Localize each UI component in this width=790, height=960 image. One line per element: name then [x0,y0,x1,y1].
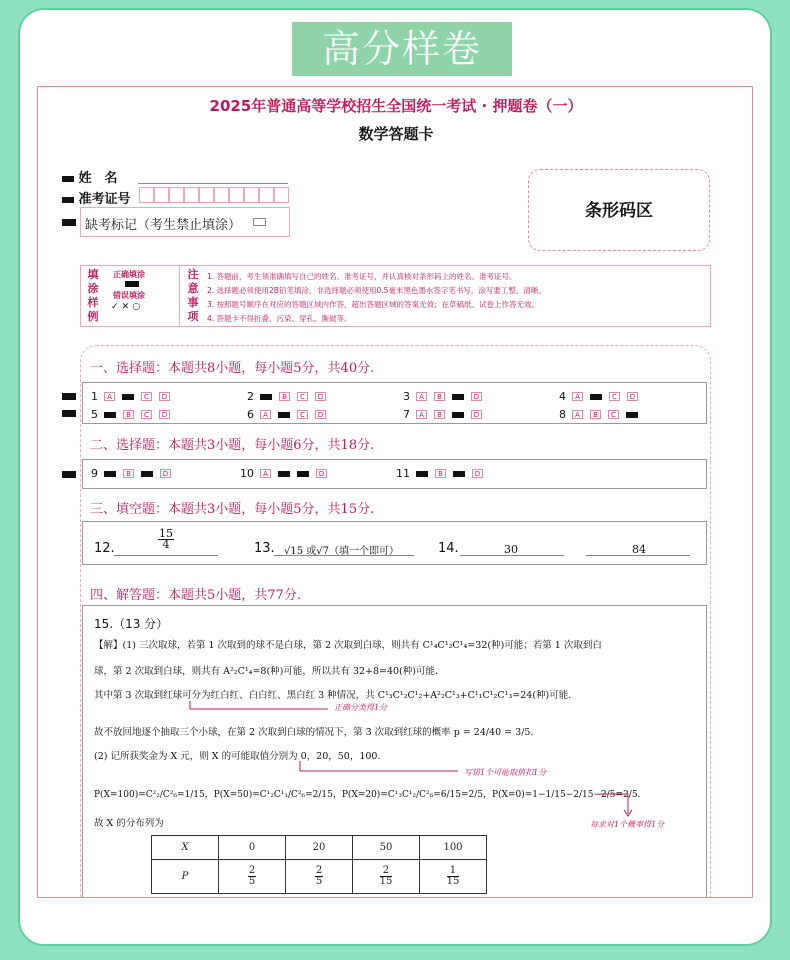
option-d[interactable]: D [471,410,482,419]
option-a[interactable]: A [260,410,271,419]
option-d[interactable]: D [627,392,638,401]
option-c[interactable]: C [608,410,619,419]
option-d[interactable]: D [160,469,171,478]
option-b[interactable]: B [435,469,446,478]
section-2-title: 二、选择题：本题共3小题，每小题6分，共18分. [90,438,375,453]
option-c[interactable]: C [609,392,620,401]
name-line [138,183,288,184]
option-c[interactable]: C [297,410,308,419]
option-b-filled[interactable] [278,412,290,418]
option-b[interactable]: B [434,410,445,419]
q13-label: 13. [254,541,275,556]
option-c[interactable]: C [297,392,308,401]
exam-title: 2025年普通高等学校招生全国统一考试 · 押题卷（一） [209,97,583,115]
table-cell: 0 [219,836,286,860]
table-cell: X [152,836,219,860]
question-number: 10 [240,467,254,480]
fill-example-box [80,265,711,327]
q14-answer-a: 30 [504,543,518,556]
question-number: 2 [247,390,254,403]
choice-question-7 [394,408,489,421]
absent-label: 缺考标记（考生禁止填涂） [85,218,242,233]
table-cell: $\frac{2}{5}$ [286,860,353,894]
timing-mark [62,393,76,400]
option-c-filled[interactable] [297,471,309,477]
option-a[interactable]: A [572,410,583,419]
section-4-title: 四、解答题：本题共5小题，共77分. [90,588,301,603]
answer-sheet [37,86,753,898]
q14-line-b [586,555,690,556]
option-a[interactable]: A [416,392,427,401]
option-c[interactable]: C [141,410,152,419]
id-cells[interactable] [139,187,289,203]
q13-answer: √15 或√7（填一个即可） [284,546,400,557]
name-field[interactable]: 姓 名 [62,167,118,186]
q15-line-2: 球，第 2 次取到白球，则共有 A²₂C¹₄=8(种)可能，所以共有 32+8=40(种)可能. [94,666,438,677]
option-d[interactable]: D [472,469,483,478]
option-a-filled[interactable] [104,471,116,477]
q13-line [274,555,414,556]
question-number: 5 [91,408,98,421]
annotation-1: 正确分类得1分 [334,703,388,712]
annotation-arrow-3 [598,792,658,822]
option-d[interactable]: D [159,392,170,401]
choice-question-2 [238,390,333,403]
option-d[interactable]: D [316,469,327,478]
option-c[interactable]: C [141,392,152,401]
fill-example-title: 填 涂 样 例 [87,268,99,323]
sheet-subtitle: 数学答题卡 [358,125,434,143]
question-number: 8 [559,408,566,421]
wrong-fill-label: 错误填涂 [113,291,145,300]
option-d[interactable]: D [315,410,326,419]
q15-line-3: 其中第 3 次取到红球可分为红白红、白白红、黑白红 3 种情况，共 C¹₃C¹₂C¹₂+A²₂C¹₃+C¹₁C¹₂C¹₃=24(种)可能. [94,690,572,701]
choice-question-5 [82,408,177,421]
q15-header: 15.（13 分） [94,617,169,631]
option-a[interactable]: A [104,392,115,401]
option-b-filled[interactable] [590,394,602,400]
q15-line-4: 故不放回地逐个抽取三个小球，在第 2 次取到白球的情况下，第 3 次取到红球的概率 p = 24/40 = 3/5. [94,727,534,738]
choice-question-8 [550,408,645,421]
question-number: 3 [403,390,410,403]
q15-line-6: P(X=100)=C²₂/C²₆=1/15，P(X=50)=C¹₂C¹₁/C²₆=2/15，P(X=20)=C¹₃C¹₂/C²₆=6/15=2/5，P(X=0)=1−1/15−2/15−2/5=2/5. [94,790,641,800]
q12-line [114,555,218,556]
timing-mark [62,219,76,226]
option-d-filled[interactable] [626,412,638,418]
annotation-3: 每求对1个概率得1分 [590,820,665,829]
option-b[interactable]: B [123,410,134,419]
choice-question-3 [394,390,489,403]
option-b[interactable]: B [123,469,134,478]
banner: 高分样卷 [292,22,512,76]
q12-answer: $\frac{15}{4}$ [159,527,173,551]
table-cell: $\frac{1}{15}$ [420,860,487,894]
option-d[interactable]: D [315,392,326,401]
option-a[interactable]: A [572,392,583,401]
table-cell: P [152,860,219,894]
q15-line-5: (2) 记所获奖金为 X 元，则 X 的可能取值分别为 0，20，50，100. [94,751,381,762]
option-b[interactable]: B [590,410,601,419]
question-number: 6 [247,408,254,421]
option-a[interactable]: A [260,469,271,478]
option-b-filled[interactable] [122,394,134,400]
q14-label: 14. [438,541,459,556]
option-d[interactable]: D [471,392,482,401]
section-1-title: 一、选择题：本题共8小题，每小题5分，共40分. [90,361,375,376]
distribution-table [151,835,487,894]
option-c-filled[interactable] [141,471,153,477]
q12-label: 12. [94,541,115,556]
choice-question-10 [238,467,334,480]
table-cell: $\frac{2}{15}$ [353,860,420,894]
timing-mark [62,471,76,478]
option-b[interactable]: B [434,392,445,401]
option-d[interactable]: D [159,410,170,419]
table-cell: 20 [286,836,353,860]
q14-answer-b: 84 [632,543,646,556]
absent-checkbox[interactable] [253,218,266,226]
option-c-filled[interactable] [452,394,464,400]
question-number: 7 [403,408,410,421]
barcode-area: 条形码区 [528,169,710,251]
option-a-filled[interactable] [104,412,116,418]
option-b[interactable]: B [279,392,290,401]
id-label: 准考证号 [62,188,131,207]
q15-line-7: 故 X 的分布列为 [94,818,164,829]
q14-line-a [460,555,564,556]
question-number: 1 [91,390,98,403]
table-cell: 50 [353,836,420,860]
choice-question-9 [82,467,178,480]
question-number: 9 [91,467,98,480]
option-c-filled[interactable] [452,412,464,418]
choice-question-11 [394,467,490,480]
notice-title: 注 意 事 项 [187,268,199,323]
choice-question-1 [82,390,177,403]
notice-list: 1. 答题前，考生须准确填写自己的姓名、准考证号，并认真核对条形码上的姓名、准考证号。 2. 选择题必须使用2B铅笔填涂，非选择题必须使用0.5毫米黑色墨水签字笔书写，涂写要工整、清晰。 3. 按照题号顺序在对应的答题区域内作答，超出答题区域的答案无效；在草稿纸、试卷上作答无效。 4. 答题卡不得折叠、污染、穿孔、撕破等。 [207,272,546,323]
correct-fill-sample [125,281,139,287]
option-a[interactable]: A [416,410,427,419]
section-3-title: 三、填空题：本题共3小题，每小题5分，共15分. [90,502,375,517]
option-b-filled[interactable] [278,471,290,477]
correct-fill-label: 正确填涂 [113,270,145,279]
wrong-fill-samples: ✓ ✕ ○ [111,302,141,312]
choice-question-6 [238,408,333,421]
absent-box [80,207,290,237]
q15-line-1: 【解】(1) 三次取球，若第 1 次取到的球不是白球，第 2 次取到白球，则共有 C¹₄C¹₂C¹₄=32(种)可能；若第 1 次取到白 [94,640,602,651]
question-number: 4 [559,390,566,403]
choice-question-4 [550,390,645,403]
annotation-2: 写错1个可能取值扣1分 [464,768,547,777]
option-a-filled[interactable] [416,471,428,477]
question-number: 11 [396,467,410,480]
timing-mark [62,176,74,182]
option-c-filled[interactable] [453,471,465,477]
table-cell: $\frac{2}{5}$ [219,860,286,894]
table-cell: 100 [420,836,487,860]
timing-mark [62,197,74,203]
timing-mark [62,410,76,417]
option-a-filled[interactable] [260,394,272,400]
